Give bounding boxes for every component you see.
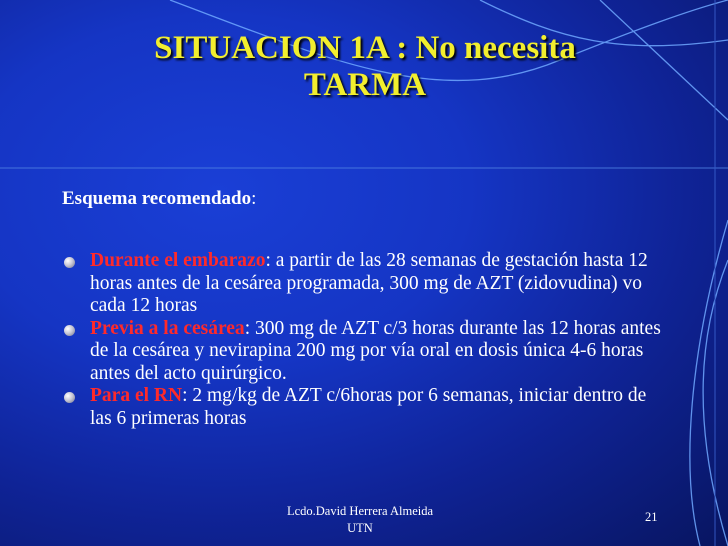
bullet-item [62, 318, 662, 386]
subheading-colon: : [251, 188, 257, 209]
bullet-highlight: Previa a la cesárea [90, 317, 245, 339]
bullet-text: : 300 mg de AZT c/3 horas durante las 12 horas antes de la cesárea y nevirapina 200 mg por vía oral en dosis única 4-6 horas antes del acto quirúrgico. [90, 317, 661, 384]
footer-author: Lcdo.David Herrera Almeida [286, 504, 434, 518]
slide-title-line-1: SITUACION 1A : No necesita [154, 30, 576, 66]
bullet-text: : a partir de las 28 semanas de gestación hasta 12 horas antes de la cesárea programada, 300 mg de AZT (zidovudina) vo cada 12 horas [90, 250, 648, 316]
bullet-dot-icon [64, 392, 75, 403]
bullet-item [62, 385, 662, 430]
bullet-text: : 2 mg/kg de AZT c/6horas por 6 semanas, iniciar dentro de las 6 primeras horas [90, 385, 647, 429]
bullet-list [62, 250, 662, 430]
page-number: 21 [645, 510, 658, 524]
footer-institution: UTN [347, 521, 373, 535]
bullet-item [62, 250, 662, 318]
bullet-dot-icon [64, 325, 75, 336]
bullet-dot-icon [64, 257, 75, 268]
slide-title [60, 30, 670, 104]
slide-title-line-2: TARMA [303, 67, 427, 103]
bullet-highlight: Para el RN [90, 385, 183, 406]
subheading-text: Esquema recomendado [62, 188, 252, 209]
subheading [62, 188, 256, 210]
bullet-highlight: Durante el embarazo [90, 250, 266, 271]
slide-footer [260, 503, 460, 537]
